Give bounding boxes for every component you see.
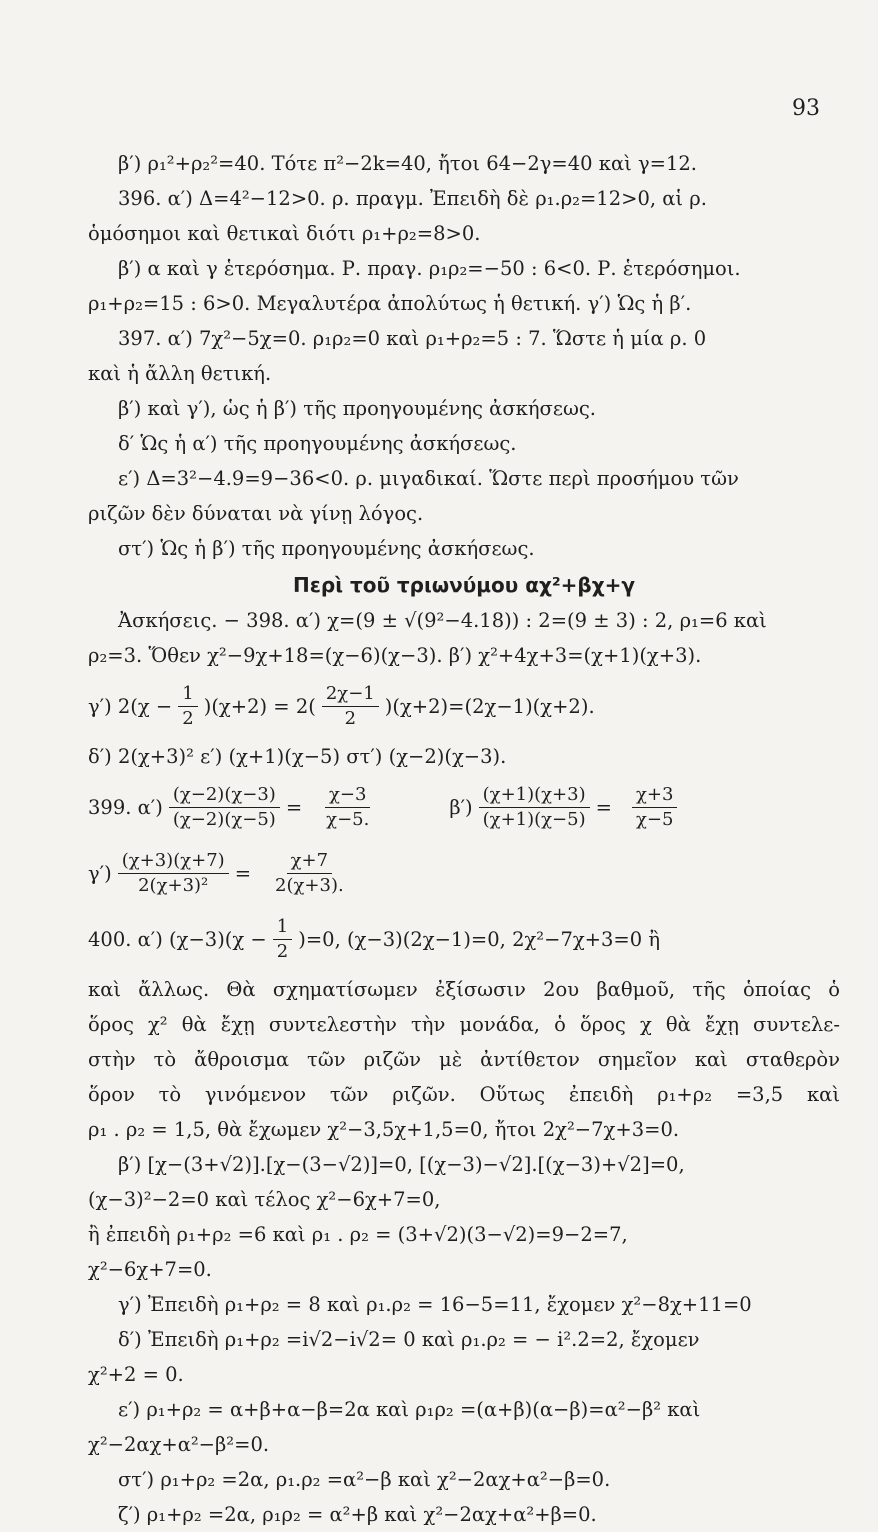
numerator: (χ+3)(χ+7) — [118, 849, 229, 874]
text-line: β′) καὶ γ′), ὡς ἡ β′) τῆς προηγουμένης ἀσκήσεως. — [118, 397, 596, 420]
text-line: ἢ ἐπειδὴ ρ₁+ρ₂ =6 καὶ ρ₁ . ρ₂ = (3+√2)(3−√2)=9−2=7, — [88, 1223, 628, 1246]
fraction — [271, 849, 348, 898]
equals-sign: = — [595, 795, 612, 819]
numerator: (χ−2)(χ−3) — [169, 783, 280, 808]
text-line: στ′) ρ₁+ρ₂ =2α, ρ₁.ρ₂ =α²−β καὶ χ²−2αχ+α²−β=0. — [118, 1468, 611, 1491]
text-line: δ′) Ἐπειδὴ ρ₁+ρ₂ =i√2−i√2= 0 καὶ ρ₁.ρ₂ = − i².2=2, ἔχομεν — [118, 1328, 700, 1351]
equation-part: γ′) 2(χ − — [88, 694, 173, 718]
equation-part: 400. α′) (χ−3)(χ − — [88, 927, 267, 951]
text-line: στὴν τὸ ἄθροισμα τῶν ριζῶν μὲ ἀντίθετον σημεῖον καὶ σταθερὸν — [88, 1048, 840, 1071]
numerator: (χ+1)(χ+3) — [479, 783, 590, 808]
text-line: δ′ Ὡς ἡ α′) τῆς προηγουμένης ἀσκήσεως. — [118, 432, 517, 455]
exercise-label: 399. α′) — [88, 795, 163, 819]
text-line: ὅρον τὸ γινόμενον τῶν ριζῶν. Οὕτως ἐπειδὴ ρ₁+ρ₂ =3,5 καὶ — [88, 1083, 840, 1106]
denominator: χ−5. — [326, 808, 370, 830]
numerator: 1 — [178, 682, 197, 707]
denominator: 2(χ+3)² — [138, 874, 209, 896]
page-number: 93 — [792, 96, 820, 121]
text-line: ζ′) ρ₁+ρ₂ =2α, ρ₁ρ₂ = α²+β καὶ χ²−2αχ+α²+β=0. — [118, 1503, 597, 1526]
text-line: β′) [χ−(3+√2)].[χ−(3−√2)]=0, [(χ−3)−√2].[(χ−3)+√2]=0, — [118, 1153, 685, 1176]
text-line: ρ₁ . ρ₂ = 1,5, θὰ ἔχωμεν χ²−3,5χ+1,5=0, ἤτοι 2χ²−7χ+3=0. — [88, 1118, 680, 1141]
denominator: 2(χ+3). — [275, 874, 344, 896]
equation-part: )(χ+2) = 2( — [203, 694, 316, 718]
text-line: ριζῶν δὲν δύναται νὰ γίνῃ λόγος. — [88, 502, 424, 525]
exercise-label: γ′) — [88, 861, 112, 885]
numerator: 2χ−1 — [322, 682, 379, 707]
text-line: στ′) Ὡς ἡ β′) τῆς προηγουμένης ἀσκήσεως. — [118, 537, 535, 560]
text-line: καὶ ἄλλως. Θὰ σχηματίσωμεν ἐξίσωσιν 2ου βαθμοῦ, τῆς ὁποίας ὁ — [88, 978, 840, 1001]
equals-sign: = — [285, 795, 303, 819]
equation-part: )=0, (χ−3)(2χ−1)=0, 2χ²−7χ+3=0 ἢ — [298, 927, 661, 951]
denominator: χ−5 — [635, 808, 674, 830]
text-line: ρ₁+ρ₂=15 : 6>0. Μεγαλυτέρα ἀπολύτως ἡ θετική. γ′) Ὡς ἡ β′. — [88, 292, 692, 315]
numerator: χ+3 — [632, 783, 677, 808]
text-line: ρ₂=3. Ὅθεν χ²−9χ+18=(χ−6)(χ−3). β′) χ²+4χ+3=(χ+1)(χ+3). — [88, 644, 702, 667]
denominator: 2 — [182, 707, 194, 729]
exercise-399 — [88, 774, 840, 840]
denominator: (χ−2)(χ−5) — [172, 808, 276, 830]
text-line: χ²−2αχ+α²−β²=0. — [88, 1433, 270, 1456]
equation-part: )(χ+2)=(2χ−1)(χ+2). — [384, 694, 595, 718]
fraction — [169, 783, 280, 832]
exercise-label: β′) — [449, 795, 473, 819]
denominator: 2 — [344, 707, 357, 729]
text-line: χ²−6χ+7=0. — [88, 1258, 212, 1281]
text-line: δ′) 2(χ+3)² ε′) (χ+1)(χ−5) στ′) (χ−2)(χ−3). — [88, 745, 507, 768]
equals-sign: = — [234, 861, 252, 885]
text-line: ε′) Δ=3²−4.9=9−36<0. ρ. μιγαδικαί. Ὥστε περὶ προσήμου τῶν — [118, 467, 739, 490]
text-line: (χ−3)²−2=0 καὶ τέλος χ²−6χ+7=0, — [88, 1188, 441, 1211]
text-line: χ²+2 = 0. — [88, 1363, 184, 1386]
equation-gamma-399 — [88, 840, 840, 906]
numerator: χ−3 — [325, 783, 370, 808]
text-line: β′) ρ₁²+ρ₂²=40. Τότε π²−2k=40, ἤτοι 64−2γ=40 καὶ γ=12. — [118, 152, 697, 175]
fraction — [273, 915, 292, 964]
denominator: (χ+1)(χ−5) — [482, 808, 586, 830]
equation-gamma-398 — [88, 673, 840, 739]
fraction — [322, 783, 373, 832]
text-line: καὶ ἡ ἄλλη θετική. — [88, 362, 272, 385]
fraction — [322, 682, 379, 731]
section-heading: Περὶ τοῦ τριωνύμου αχ²+βχ+γ — [293, 573, 635, 597]
text-line: ε′) ρ₁+ρ₂ = α+β+α−β=2α καὶ ρ₁ρ₂ =(α+β)(α−β)=α²−β² καὶ — [118, 1398, 701, 1421]
numerator: 1 — [273, 915, 292, 940]
page-body — [88, 146, 840, 1532]
denominator: 2 — [276, 940, 289, 962]
fraction — [118, 849, 229, 898]
exercise-396: 396. α′) Δ=4²−12>0. ρ. πραγμ. Ἐπειδὴ δὲ ρ₁.ρ₂=12>0, αἱ ρ. — [118, 187, 707, 210]
numerator: χ+7 — [287, 849, 332, 874]
text-line: ὅρος χ² θὰ ἔχῃ συντελεστὴν τὴν μονάδα, ὁ ὅρος χ θὰ ἔχῃ συντελε- — [88, 1013, 840, 1036]
fraction — [178, 682, 197, 731]
text-line: β′) α καὶ γ ἑτερόσημα. Ρ. πραγ. ρ₁ρ₂=−50 : 6<0. Ρ. ἑτερόσημοι. — [118, 257, 741, 280]
exercise-398: Ἀσκήσεις. − 398. α′) χ=(9 ± √(9²−4.18)) : 2=(9 ± 3) : 2, ρ₁=6 καὶ — [118, 609, 767, 632]
fraction — [632, 783, 677, 832]
text-line: ὁμόσημοι καὶ θετικαὶ διότι ρ₁+ρ₂=8>0. — [88, 222, 481, 245]
fraction — [479, 783, 590, 832]
exercise-397: 397. α′) 7χ²−5χ=0. ρ₁ρ₂=0 καὶ ρ₁+ρ₂=5 : 7. Ὥστε ἡ μία ρ. 0 — [118, 327, 707, 350]
exercise-400 — [88, 906, 840, 972]
text-line: γ′) Ἐπειδὴ ρ₁+ρ₂ = 8 καὶ ρ₁.ρ₂ = 16−5=11, ἔχομεν χ²−8χ+11=0 — [118, 1293, 752, 1316]
